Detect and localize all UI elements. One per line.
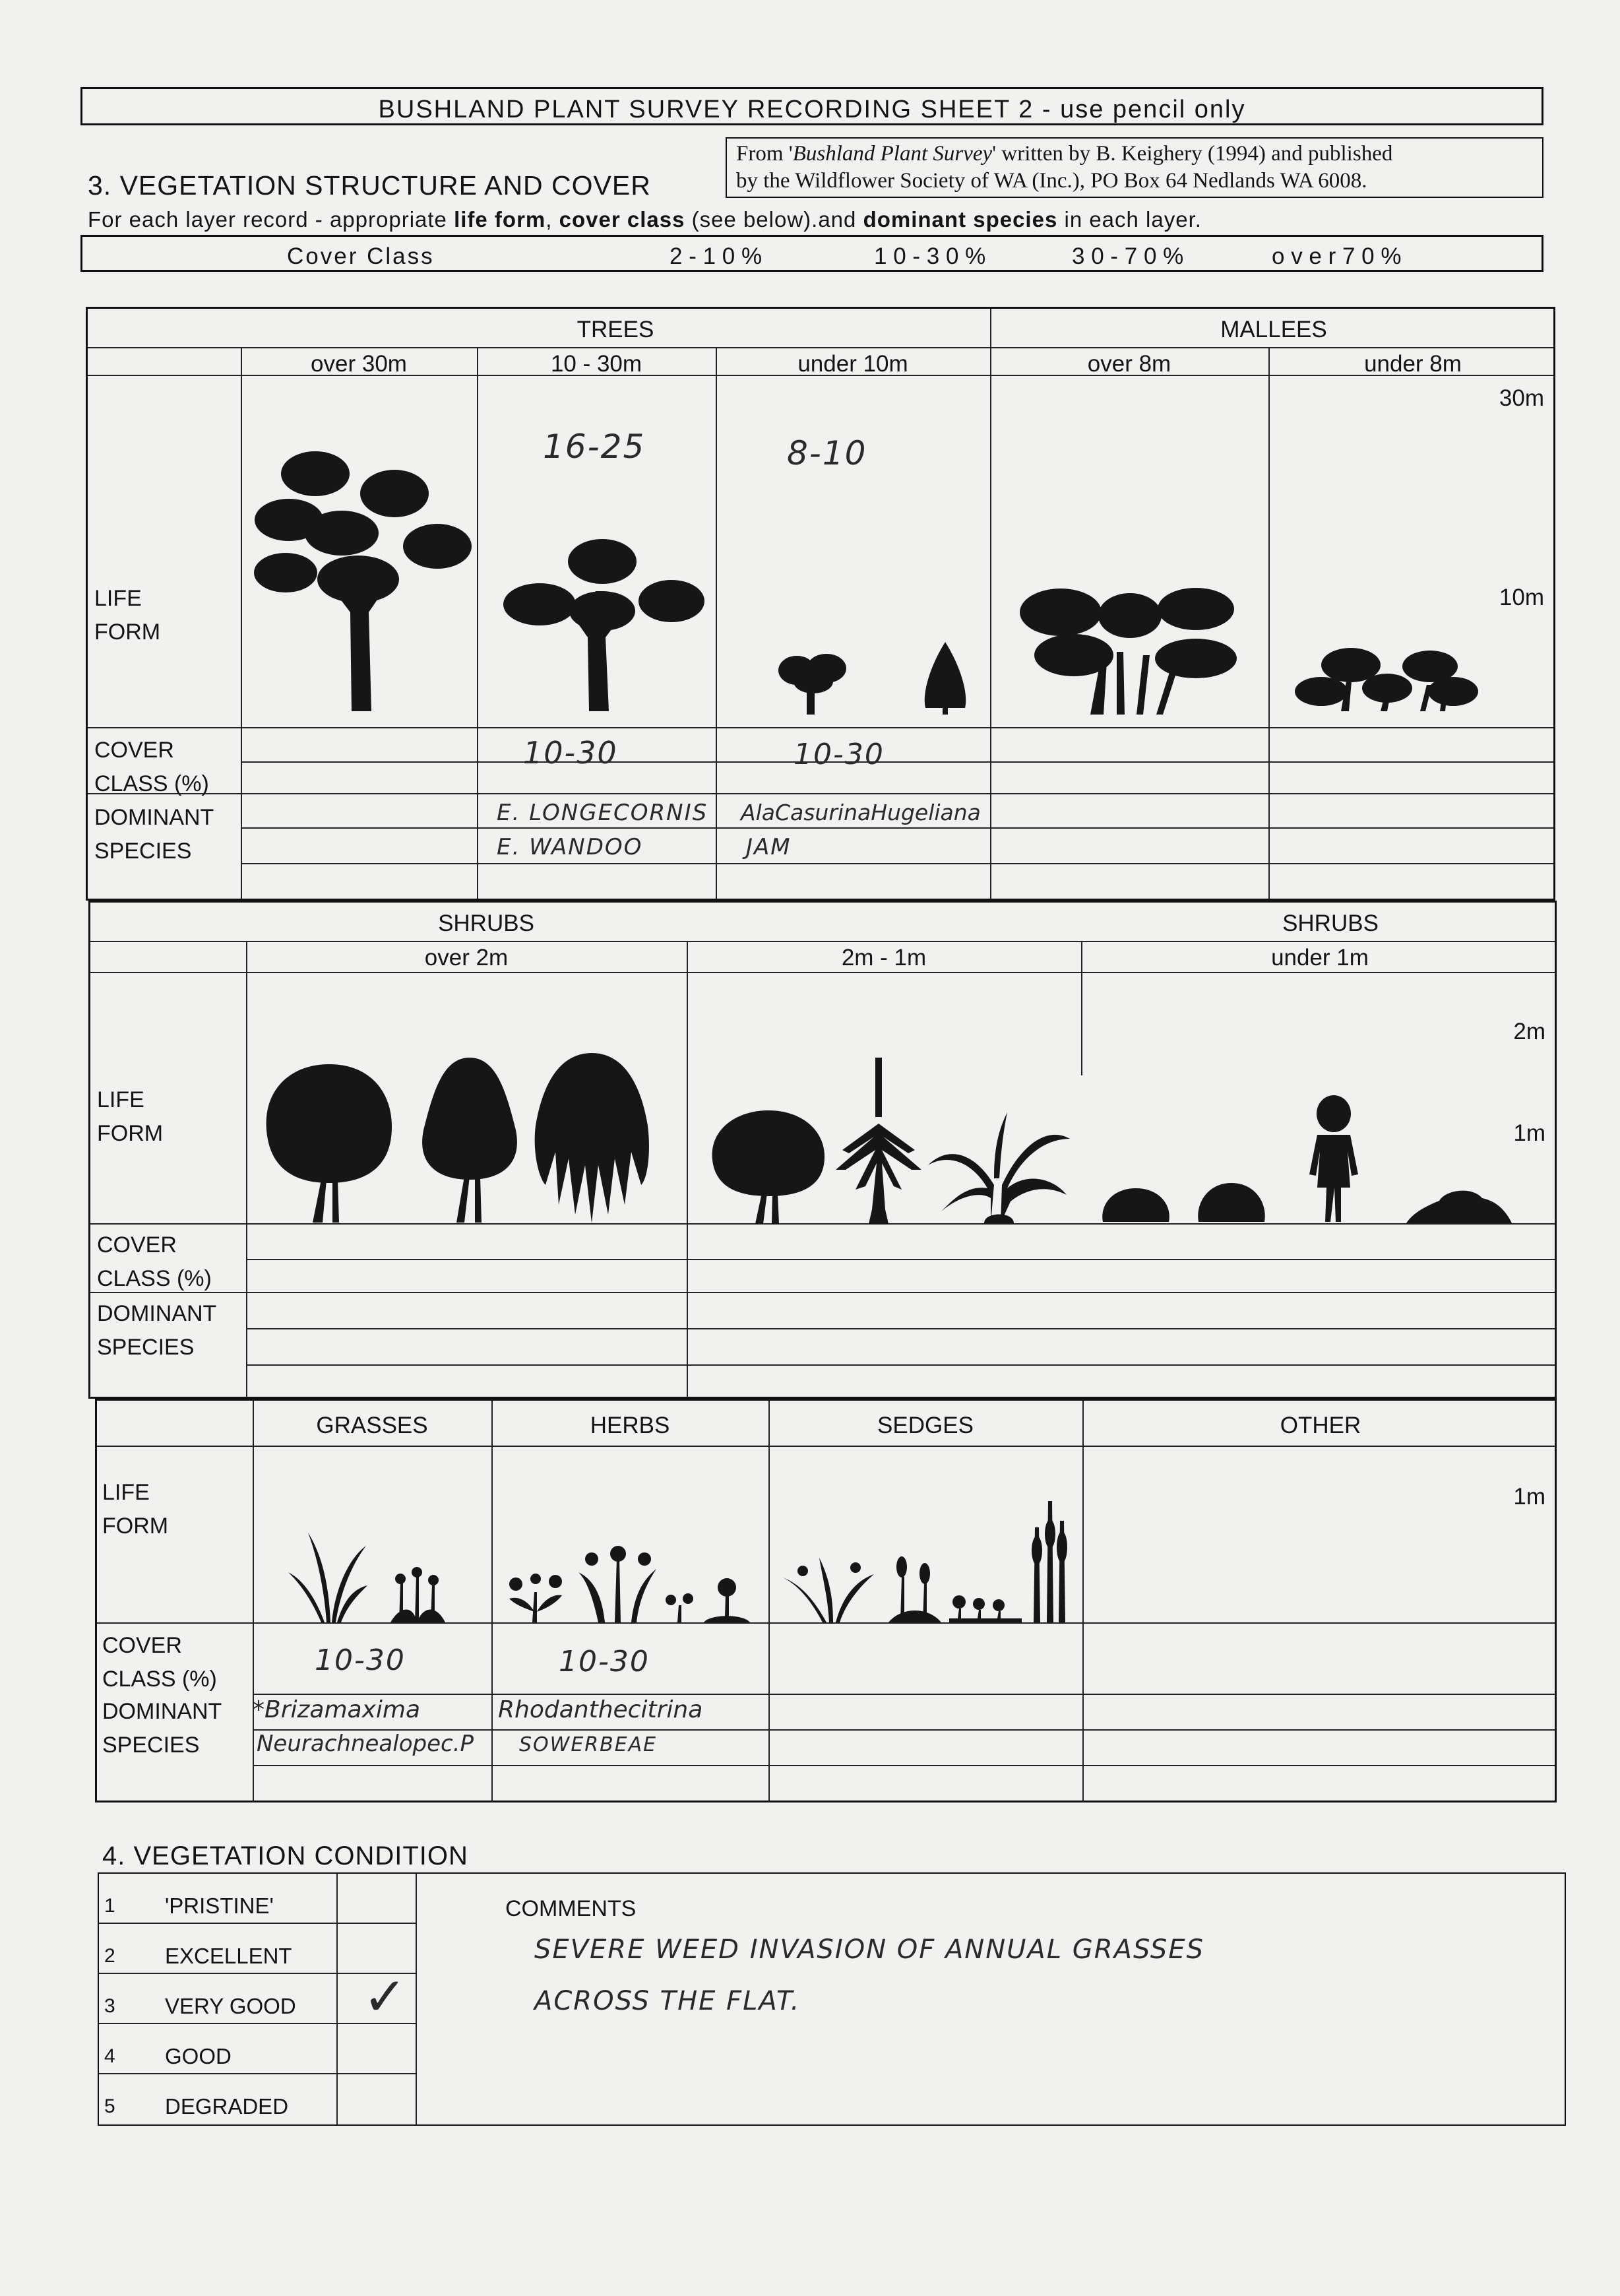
large-shrub-icon	[263, 1064, 395, 1223]
ground-layer-table	[95, 1399, 1557, 1802]
divider	[246, 1259, 1555, 1260]
medium-tree-icon	[503, 538, 708, 711]
trees-mallees-table	[86, 307, 1555, 901]
herb-icon	[503, 1572, 569, 1622]
rounded-shrub-icon	[417, 1058, 522, 1223]
instr-b3: dominant species	[863, 207, 1058, 232]
col-herbs: HERBS	[590, 1413, 670, 1438]
medium-shrub-icon	[709, 1110, 828, 1224]
col-sedges: SEDGES	[877, 1413, 974, 1438]
divider	[88, 727, 1553, 728]
shrubs-header-left: SHRUBS	[438, 910, 534, 936]
instr-b2: cover class	[559, 207, 685, 232]
condition-pristine: 'PRISTINE'	[165, 1894, 274, 1918]
divider	[88, 347, 1553, 348]
hand-species-1-grasses: *Brizamaxima	[253, 1696, 421, 1723]
height-mark-10m: 10m	[1499, 585, 1544, 610]
source-line-1	[736, 142, 1392, 167]
cover-class-row-label: COVER CLASS (%)	[97, 1232, 212, 1291]
instr-2: ,	[545, 207, 559, 232]
hand-species-1-10-30: E. LONGECORNIS	[497, 800, 708, 826]
life-form-label: LIFE FORM	[97, 1087, 164, 1146]
divider	[416, 1874, 417, 2124]
divider	[99, 2073, 416, 2074]
cover-class-2-10: 2 - 1 0 %	[670, 243, 763, 269]
low-shrub-icon	[1100, 1185, 1172, 1222]
divider	[241, 827, 1553, 829]
source-prefix: From '	[736, 142, 793, 166]
divider	[246, 1364, 1555, 1366]
section-3-title: 3. VEGETATION STRUCTURE AND COVER	[88, 170, 651, 201]
col-under-8m: under 8m	[1364, 351, 1462, 377]
divider	[253, 1694, 1555, 1695]
divider	[253, 1401, 254, 1801]
divider	[768, 1401, 770, 1801]
instr-1: For each layer record - appropriate	[88, 207, 454, 232]
shrubs-table	[88, 901, 1557, 1399]
source-book-title: Bushland Plant Survey	[792, 142, 993, 166]
sedge-icon	[783, 1558, 875, 1622]
instr-b1: life form	[454, 207, 546, 232]
condition-num-5: 5	[104, 2095, 115, 2117]
hand-height-10-30: 16-25	[543, 428, 646, 466]
condition-num-2: 2	[104, 1945, 115, 1967]
col-other: OTHER	[1280, 1413, 1361, 1438]
instructions	[88, 207, 1202, 232]
col-over-8m: over 8m	[1087, 351, 1171, 377]
hand-cover-10-30: 10-30	[523, 735, 618, 771]
divider	[88, 793, 1553, 794]
cover-class-10-30: 1 0 - 3 0 %	[874, 243, 986, 269]
mallees-header: MALLEES	[1220, 317, 1327, 342]
hand-cover-under-10: 10-30	[794, 738, 885, 771]
section-4-title: 4. VEGETATION CONDITION	[102, 1841, 468, 1870]
flowering-grass-icon	[387, 1566, 447, 1622]
sheet-title: BUSHLAND PLANT SURVEY RECORDING SHEET 2 - use pencil only	[378, 96, 1246, 123]
conifer-icon	[922, 642, 968, 715]
divider	[246, 941, 247, 1397]
hand-height-under-10: 8-10	[787, 434, 867, 472]
cover-class-box	[80, 235, 1543, 272]
divider	[1082, 1401, 1084, 1801]
rush-icon	[1026, 1501, 1072, 1622]
weeping-shrub-icon	[532, 1053, 651, 1223]
col-under-10m: under 10m	[797, 351, 908, 377]
source-line-2: by the Wildflower Society of WA (Inc.), PO Box 64 Nedlands WA 6008.	[736, 169, 1367, 193]
divider	[90, 972, 1555, 973]
tall-herb-icon	[578, 1539, 658, 1622]
cover-class-30-70: 3 0 - 7 0 %	[1072, 243, 1184, 269]
dominant-species-label: DOMINANT SPECIES	[94, 805, 214, 864]
human-figure-icon	[1304, 1095, 1363, 1222]
source-suffix: ' written by B. Keighery (1994) and published	[992, 142, 1393, 166]
comment-line-2: ACROSS THE FLAT.	[534, 1986, 801, 2016]
col-shrub-over-2m: over 2m	[424, 945, 509, 971]
col-shrub-2m-1m: 2m - 1m	[841, 945, 927, 971]
divider	[97, 1622, 1555, 1624]
divider	[241, 347, 242, 899]
divider	[990, 309, 991, 899]
height-mark-2m: 2m	[1513, 1019, 1545, 1044]
divider	[97, 1446, 1555, 1447]
height-mark-30m: 30m	[1499, 385, 1544, 411]
cover-class-label: Cover Class	[287, 243, 435, 269]
divider	[90, 1292, 1555, 1293]
hand-cover-grasses: 10-30	[315, 1643, 406, 1677]
hand-species-2-10-30: E. WANDOO	[497, 834, 643, 860]
source-box	[726, 137, 1543, 198]
comment-line-1: SEVERE WEED INVASION OF ANNUAL GRASSES	[534, 1934, 1204, 1965]
fern-icon	[928, 1112, 1073, 1223]
divider	[241, 761, 1553, 763]
hand-species-2-under-10: JAM	[746, 834, 792, 860]
mallee-tall-icon	[1018, 589, 1242, 715]
rosette-herb-icon	[704, 1578, 750, 1622]
cover-class-row-label: COVER CLASS (%)	[102, 1633, 217, 1692]
hand-species-2-herbs: SOWERBEAE	[519, 1733, 658, 1756]
col-10-30m: 10 - 30m	[550, 351, 642, 377]
divider	[90, 941, 1555, 942]
divider	[477, 347, 478, 899]
sheet-title-box	[80, 87, 1543, 125]
divider	[241, 863, 1553, 864]
divider	[336, 1874, 338, 2124]
tall-tree-icon	[253, 447, 470, 711]
divider	[246, 1328, 1555, 1329]
divider	[716, 347, 717, 899]
condition-table	[98, 1872, 1566, 2126]
condition-degraded: DEGRADED	[165, 2094, 289, 2119]
condition-check-mark: ✓	[363, 1966, 409, 2027]
height-mark-1m: 1m	[1513, 1120, 1545, 1146]
col-over-30m: over 30m	[311, 351, 407, 377]
divider	[253, 1765, 1555, 1766]
condition-num-3: 3	[104, 1995, 115, 2017]
instr-3: (see below).and	[685, 207, 863, 232]
creeping-sedge-icon	[949, 1592, 1022, 1622]
dominant-species-label: DOMINANT SPECIES	[102, 1699, 222, 1758]
cover-class-row-label: COVER CLASS (%)	[94, 738, 209, 796]
divider	[1268, 347, 1270, 899]
hand-species-1-under-10: AlaCasurinaHugeliana	[741, 800, 981, 825]
divider	[99, 1923, 416, 1924]
hand-cover-herbs: 10-30	[559, 1645, 650, 1678]
trees-header: TREES	[576, 317, 654, 342]
instr-4: in each layer.	[1057, 207, 1202, 232]
mallee-small-icon	[1295, 645, 1480, 711]
grass-tree-icon	[836, 1058, 921, 1224]
dominant-species-label: DOMINANT SPECIES	[97, 1301, 217, 1360]
hand-species-1-herbs: Rhodanthecitrina	[498, 1696, 703, 1723]
hand-species-2-grasses: Neurachnealopec.P	[257, 1731, 474, 1757]
small-herb-icon	[663, 1592, 696, 1622]
spreading-groundcover-icon	[1406, 1186, 1512, 1223]
condition-excellent: EXCELLENT	[165, 1944, 292, 1968]
sedge-flower-icon	[888, 1554, 941, 1622]
col-shrub-under-1m: under 1m	[1271, 945, 1369, 971]
divider	[687, 941, 688, 1397]
low-shrub-icon	[1195, 1180, 1268, 1222]
condition-num-4: 4	[104, 2045, 115, 2067]
tussock-grass-icon	[288, 1533, 367, 1622]
small-tree-icon	[774, 652, 853, 715]
comments-label: COMMENTS	[505, 1896, 637, 1921]
col-grasses: GRASSES	[316, 1413, 428, 1438]
life-form-label: LIFE FORM	[94, 586, 161, 645]
condition-very-good: VERY GOOD	[165, 1994, 296, 2018]
divider	[491, 1401, 493, 1801]
cover-class-over-70: o v e r 7 0 %	[1272, 243, 1402, 269]
life-form-label: LIFE FORM	[102, 1480, 169, 1539]
height-mark-1m: 1m	[1513, 1484, 1545, 1510]
condition-good: GOOD	[165, 2044, 232, 2068]
shrubs-header-right: SHRUBS	[1282, 910, 1379, 936]
condition-num-1: 1	[104, 1895, 115, 1917]
